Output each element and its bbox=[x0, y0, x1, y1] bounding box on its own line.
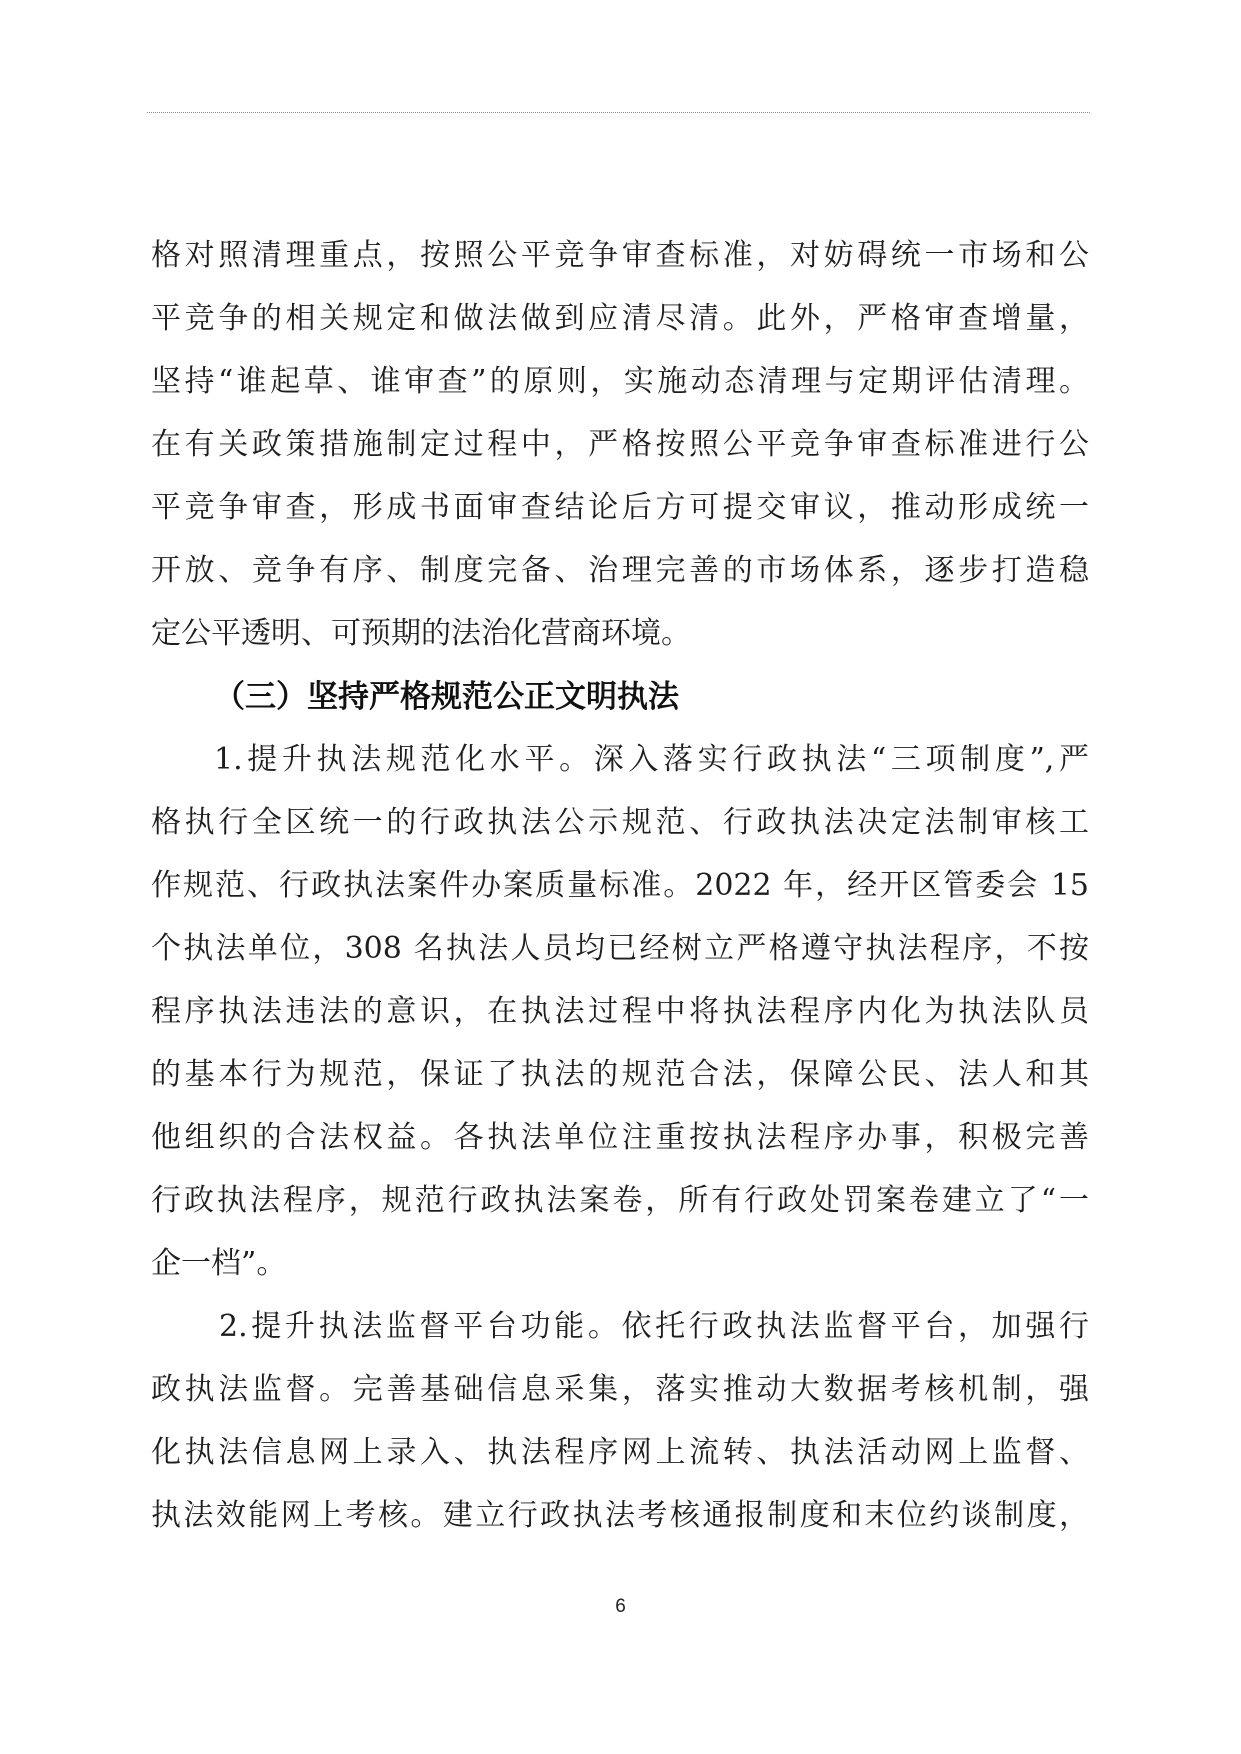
body-line: 行政执法程序，规范行政执法案卷，所有行政处罚案卷建立了“一 bbox=[151, 1183, 1089, 1218]
paragraph-first-line: 2.提升执法监督平台功能。依托行政执法监督平台，加强行 bbox=[219, 1309, 1089, 1344]
body-line: 个执法单位，308 名执法人员均已经树立严格遵守执法程序，不按 bbox=[151, 931, 1089, 966]
section-heading: （三）坚持严格规范公正文明执法 bbox=[214, 679, 679, 715]
page-number: 6 bbox=[615, 1596, 626, 1617]
body-line: 坚持“谁起草、谁审查”的原则，实施动态清理与定期评估清理。 bbox=[151, 364, 1089, 399]
body-line: 的基本行为规范，保证了执法的规范合法，保障公民、法人和其 bbox=[151, 1057, 1089, 1092]
body-line: 他组织的合法权益。各执法单位注重按执法程序办事，积极完善 bbox=[151, 1120, 1089, 1155]
body-line: 程序执法违法的意识，在执法过程中将执法程序内化为执法队员 bbox=[151, 994, 1089, 1029]
body-line: 企一档”。 bbox=[151, 1246, 287, 1281]
paragraph-first-line: 1.提升执法规范化水平。深入落实行政执法“三项制度”,严 bbox=[214, 742, 1089, 777]
body-line: 执法效能网上考核。建立行政执法考核通报制度和末位约谈制度， bbox=[151, 1498, 1089, 1533]
body-line: 平竞争审查，形成书面审查结论后方可提交审议，推动形成统一 bbox=[151, 490, 1089, 525]
body-line: 在有关政策措施制定过程中，严格按照公平竞争审查标准进行公 bbox=[151, 427, 1089, 462]
body-line: 格执行全区统一的行政执法公示规范、行政执法决定法制审核工 bbox=[151, 805, 1089, 840]
header-rule bbox=[147, 112, 1090, 113]
body-line: 格对照清理重点，按照公平竞争审查标准，对妨碍统一市场和公 bbox=[151, 238, 1089, 273]
body-line: 平竞争的相关规定和做法做到应清尽清。此外，严格审查增量， bbox=[151, 301, 1089, 336]
body-line: 定公平透明、可预期的法治化营商环境。 bbox=[151, 616, 691, 651]
body-line: 化执法信息网上录入、执法程序网上流转、执法活动网上监督、 bbox=[151, 1435, 1089, 1470]
body-line: 开放、竞争有序、制度完备、治理完善的市场体系，逐步打造稳 bbox=[151, 553, 1089, 588]
body-line: 政执法监督。完善基础信息采集，落实推动大数据考核机制，强 bbox=[151, 1372, 1089, 1407]
body-line: 作规范、行政执法案件办案质量标准。2022 年，经开区管委会 15 bbox=[151, 868, 1089, 903]
